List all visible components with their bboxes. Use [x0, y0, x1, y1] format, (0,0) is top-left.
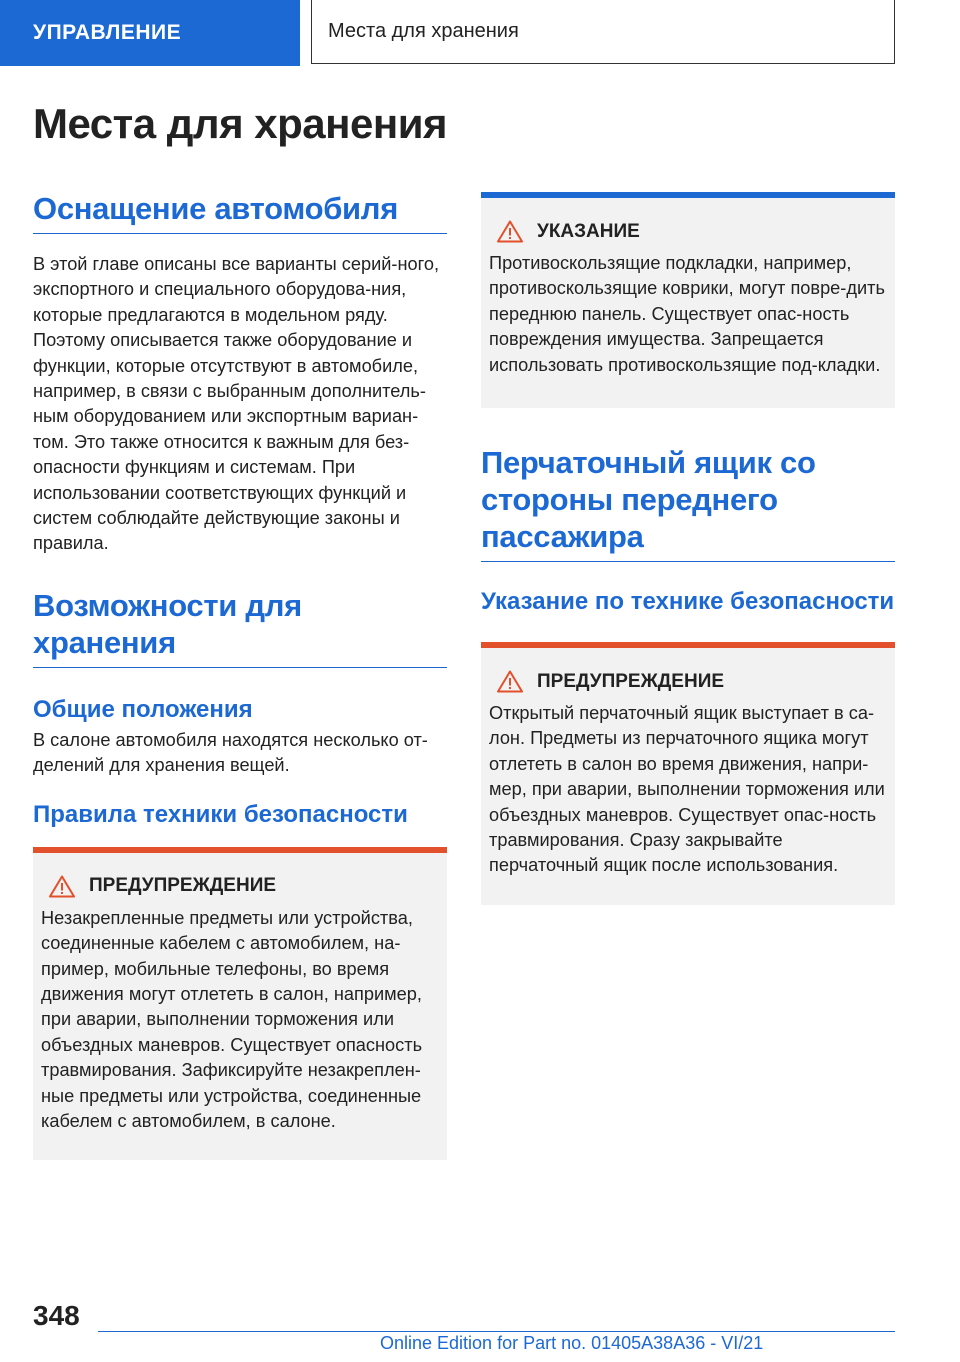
section-tab: УПРАВЛЕНИЕ [0, 0, 300, 66]
glovebox-warning-text: Открытый перчаточный ящик выступает в са-лон. Предметы из перчаточного ящика могут отлететь в салон во время движения, напри-мер, при аварии, выполнении торможения или объездных маневров. Существует опас-ность травмирования. Сразу закрывайте перчаточный ящик после использования. [489, 703, 885, 876]
right-column [481, 192, 895, 905]
notice-title: УКАЗАНИЕ [537, 220, 640, 242]
warning-title: ПРЕДУПРЕЖДЕНИЕ [89, 875, 277, 897]
warning-triangle-icon [497, 670, 523, 693]
notice-title-row [497, 220, 887, 243]
edition-link[interactable]: Online Edition for Part no. 01405A38A36 - VI/21 [380, 1333, 764, 1353]
glovebox-warning-title: ПРЕДУПРЕЖДЕНИЕ [537, 670, 725, 692]
page-title: Места для хранения [33, 100, 448, 147]
general-text: В салоне автомобиля находятся несколько от-делений для хранения вещей. [33, 729, 428, 776]
footer-divider [98, 1331, 895, 1332]
chapter-title: Места для хранения [311, 0, 895, 64]
storage-heading: Возможности для хранения [33, 587, 447, 668]
warning-triangle-icon [49, 875, 75, 898]
warning-triangle-icon [497, 220, 523, 243]
warning-text: Незакрепленные предметы или устройства, соединенные кабелем с автомобилем, на-пример, мобильные телефоны, во время движения могут отлететь в салон, например, при аварии, выполнении торможения или объездных маневров. Существует опасность травмирования. Зафиксируйте незакреплен-ные предметы или устройства, соединенные кабелем с автомобилем, в салоне. [41, 907, 423, 1131]
notice-box [481, 192, 895, 408]
glovebox-safety-heading: Указание по технике безопасности [481, 588, 895, 616]
left-column [33, 190, 447, 1160]
warning-title-row [49, 875, 439, 898]
notice-text: Противоскользящие подкладки, например, противоскользящие коврики, могут повре-дить переднюю панель. Существует опас-ность повреждения имущества. Запрещается использовать противоскользящие под-кладки. [489, 253, 885, 375]
equipment-heading: Оснащение автомобиля [33, 190, 447, 234]
general-heading: Общие положения [33, 695, 253, 723]
glovebox-warning-title-row [497, 670, 887, 693]
warning-box [33, 847, 447, 1161]
equipment-text: В этой главе описаны все варианты серий-ного, экспортного и специального оборудова-ния, которые предлагаются в модельном ряду. Поэтому описывается также оборудование и функции, которые отсутствуют в автомобиле, например, в связи с выбранным дополнитель-ным оборудованием или экспортным вариан-том. Это также относится к важным для без-опасности функциям и системам. При использовании соответствующих функций и систем соблюдайте действующие законы и правила. [33, 254, 440, 554]
glovebox-warning-box [481, 642, 895, 905]
safety-heading: Правила техники безопасности [33, 800, 408, 828]
page-number: 348 [33, 1300, 80, 1331]
glovebox-heading: Перчаточный ящик со стороны переднего пассажира [481, 444, 895, 562]
